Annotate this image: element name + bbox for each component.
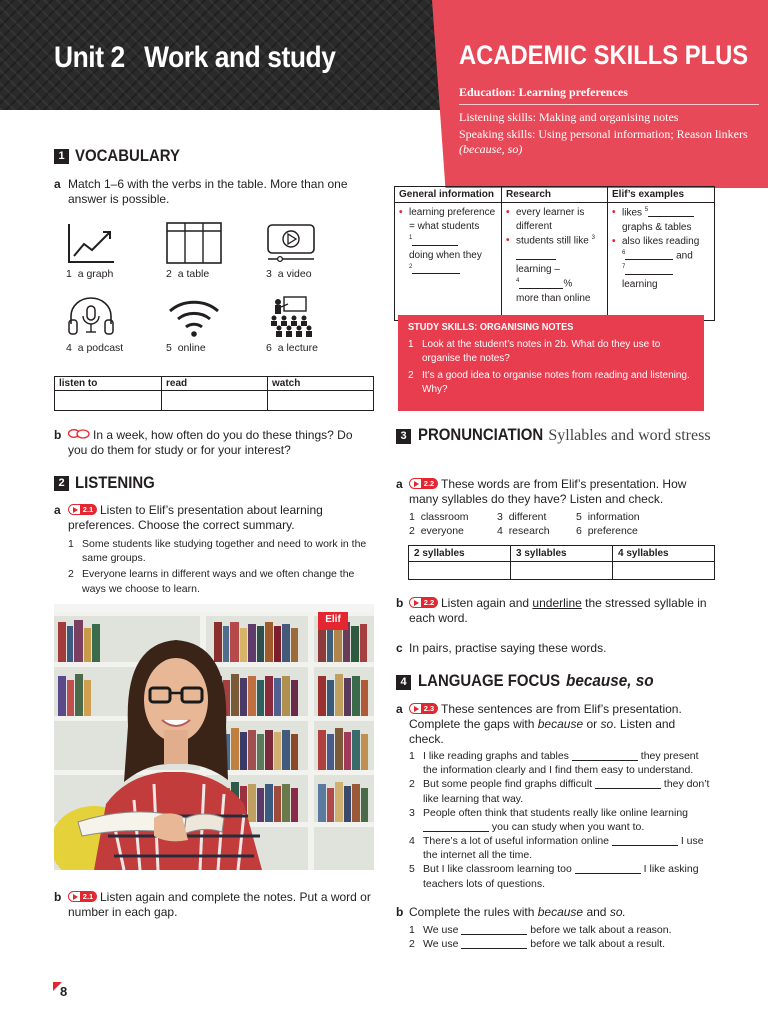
summary-options — [68, 537, 374, 596]
answer-cell[interactable] — [162, 391, 268, 411]
unit-title: Unit 2 Work and study — [54, 41, 336, 74]
pronunciation-c-instruction: In pairs, practise saying these words. — [409, 641, 607, 655]
listening-heading: 2 LISTENING — [54, 472, 166, 494]
answer-cell[interactable] — [511, 562, 613, 580]
library-photo — [54, 604, 374, 870]
rules-list — [409, 923, 715, 951]
speaking-icon — [68, 429, 90, 439]
gap-1[interactable] — [412, 236, 458, 246]
lecture-item: 6 a lecture — [266, 296, 356, 356]
vocabulary-heading: 1 VOCABULARY — [54, 145, 194, 167]
listening-a-instruction: 2.1 Listen to Elif’s presentation about learning preferences. Choose the correct summary. — [68, 503, 323, 532]
elif-photo — [54, 604, 374, 870]
podcast-item: 4 a podcast — [66, 296, 156, 356]
gap-5[interactable] — [648, 207, 694, 217]
summary-option[interactable]: 1 Some students like studying together and need to work in the same groups. — [68, 538, 367, 565]
sentence-item: 1 I like reading graphs and tables they present the information clearly and I find them easy to understand. — [409, 750, 699, 777]
sentence-gap[interactable] — [575, 864, 641, 874]
audio-icon[interactable]: 2.2 — [409, 597, 438, 608]
online-item: 5 online — [166, 296, 256, 356]
pronunciation-b-instruction: 2.2 Listen again and underline the stressed syllable in each word. — [409, 596, 707, 625]
sentence-item: 2 But some people find graphs difficult they don’t like learning that way. — [409, 778, 710, 805]
research-notes: • every learner is different • students still like $^3$ learning – $^4$ % more than online — [502, 203, 608, 321]
wifi-icon — [166, 296, 222, 338]
rule-item: 1 We use before we talk about a reason. — [409, 924, 672, 936]
vocab-b-instruction: In a week, how often do you do these things? Do you do them for study or for your interest? — [68, 428, 353, 457]
sentence-gap[interactable] — [595, 779, 661, 789]
study-skills-box: STUDY SKILLS: ORGANISING NOTES 1 Look at the student’s notes in 2b. What do they use to organise the notes? 2 It’s a good idea to organise notes from reading and listening. Why? — [398, 315, 704, 411]
language-b-instruction: Complete the rules with because and so. — [409, 905, 626, 919]
general-information-notes: • learning preference = what students $^1$ doing when they $^2$ — [395, 203, 502, 321]
audio-icon[interactable]: 2.1 — [68, 891, 97, 902]
sentence-item: 4 There’s a lot of useful information online I use the internet all the time. — [409, 835, 704, 862]
page-number: 8 — [60, 984, 68, 999]
sentence-gap[interactable] — [423, 822, 489, 832]
notes-table: General information Research Elif’s examples • learning preference = what students $^1$ doing when they $^2$ • every learner is different • students still like $^3$ learning – $^4$ % more than online • likes $^5$ graphs & tables • also likes reading $^6$ and $^7$ learning — [394, 186, 715, 321]
answer-cell[interactable] — [409, 562, 511, 580]
rule-item: 2 We use before we talk about a result. — [409, 938, 666, 951]
pronunciation-heading: 3 PRONUNCIATION Syllables and word stress — [396, 424, 716, 447]
summary-option[interactable]: 2 Everyone learns in different ways and we often change the ways we choose to learn. — [68, 568, 355, 595]
video-icon — [266, 222, 316, 264]
study-skills-item: 1 Look at the student’s notes in 2b. What do they use to organise the notes? — [408, 339, 661, 364]
sentence-list — [409, 749, 715, 891]
speaking-skills-line: Speaking skills: Using personal information; Reason linkers (because, so) — [459, 127, 748, 157]
audio-icon[interactable]: 2.2 — [409, 478, 438, 489]
audio-icon[interactable]: 2.1 — [68, 504, 97, 515]
syllable-table: 2 syllables 3 syllables 4 syllables — [408, 545, 715, 580]
graph-item: 1 a graph — [66, 222, 156, 282]
verb-table: listen to read watch — [54, 376, 374, 411]
education-line: Education: Learning preferences — [459, 85, 759, 105]
word-list: 1 classroom 3 different 5 information 2 everyone 4 research 6 preference — [409, 511, 640, 538]
lecture-icon — [266, 296, 316, 338]
sentence-gap[interactable] — [572, 751, 638, 761]
gap-6[interactable] — [625, 250, 673, 260]
graph-icon — [66, 222, 116, 264]
listening-b-instruction: 2.1 Listen again and complete the notes. Put a word or number in each gap. — [68, 890, 371, 919]
answer-cell[interactable] — [55, 391, 162, 411]
language-focus-heading: 4 LANGUAGE FOCUS because, so — [396, 670, 663, 692]
video-item: 3 a video — [266, 222, 356, 282]
rule-gap[interactable] — [461, 925, 527, 935]
language-a-instruction: 2.3 These sentences are from Elif’s presentation. Complete the gaps with because or so. Listen and check. — [409, 702, 682, 746]
academic-panel — [459, 38, 759, 157]
elif-label: Elif — [325, 614, 341, 625]
gap-7[interactable] — [625, 265, 673, 275]
elif-examples-notes: • likes $^5$ graphs & tables • also likes reading $^6$ and $^7$ learning — [608, 203, 715, 321]
vocab-a-instruction: Match 1–6 with the verbs in the table. More than one answer is possible. — [68, 177, 348, 206]
answer-cell[interactable] — [268, 391, 374, 411]
audio-icon[interactable]: 2.3 — [409, 703, 438, 714]
sentence-item: 3 People often think that students really like online learning you can study when you want to. — [409, 806, 689, 833]
gap-4[interactable] — [519, 279, 563, 289]
academic-title: ACADEMIC SKILLS PLUS — [459, 40, 749, 70]
table-item: 2 a table — [166, 222, 256, 282]
sentence-item: 5 But I like classroom learning too I like asking teachers lots of questions. — [409, 863, 699, 890]
study-skills-item: 2 It’s a good idea to organise notes from reading and listening. Why? — [408, 370, 690, 395]
listening-skills-line: Listening skills: Making and organising notes — [459, 110, 679, 125]
rule-gap[interactable] — [461, 939, 527, 949]
gap-2[interactable] — [412, 264, 460, 274]
sentence-gap[interactable] — [612, 836, 678, 846]
answer-cell[interactable] — [613, 562, 715, 580]
table-icon — [166, 222, 222, 264]
pronunciation-a-instruction: 2.2 These words are from Elif’s presentation. How many syllables do they have? Listen and check. — [409, 477, 687, 506]
podcast-icon — [66, 296, 116, 338]
gap-3[interactable] — [516, 250, 556, 260]
